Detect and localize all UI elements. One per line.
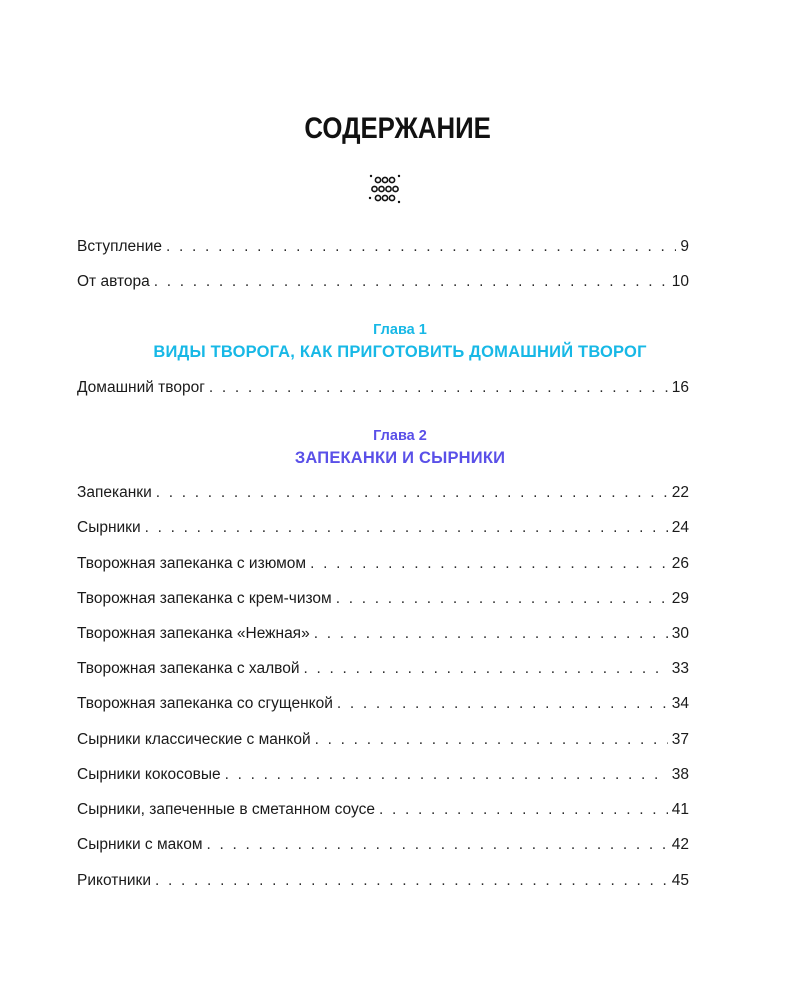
dot-leader xyxy=(145,517,668,539)
toc-entry[interactable] xyxy=(77,870,689,892)
chapter-heading-1[interactable] xyxy=(0,320,800,364)
toc-entry-page: 34 xyxy=(671,695,689,712)
toc-entry-page: 22 xyxy=(671,484,689,501)
toc-entry-title: Сырники, запеченные в сметанном соусе xyxy=(77,801,375,818)
toc-entry[interactable] xyxy=(77,729,689,751)
toc-entry-page: 33 xyxy=(671,660,689,677)
toc-entry-title: Домашний творог xyxy=(77,379,205,396)
dot-leader xyxy=(166,236,676,258)
toc-entry-page: 26 xyxy=(671,555,689,572)
dot-leader xyxy=(379,799,668,821)
toc-entry-page: 24 xyxy=(671,519,689,536)
toc-entry-page: 10 xyxy=(671,273,689,290)
toc-entry-page: 30 xyxy=(671,625,689,642)
toc-entry-page: 29 xyxy=(671,590,689,607)
toc-entry-title: Сырники с маком xyxy=(77,836,203,853)
toc-entry-page: 45 xyxy=(671,872,689,889)
toc-entry-title: Сырники классические с манкой xyxy=(77,731,311,748)
dot-leader xyxy=(315,729,668,751)
toc-entry-title: Вступление xyxy=(77,238,163,255)
dot-leader xyxy=(225,764,668,786)
toc-entry[interactable] xyxy=(77,553,689,575)
toc-entry-page: 37 xyxy=(671,731,689,748)
dot-leader xyxy=(304,658,668,680)
toc-entry[interactable] xyxy=(77,588,689,610)
toc-entry-intro[interactable] xyxy=(77,236,689,258)
chapter-label: Глава 2 xyxy=(373,428,427,444)
toc-entry[interactable] xyxy=(77,517,689,539)
dot-leader xyxy=(337,693,668,715)
dot-leader xyxy=(206,834,667,856)
toc-entry-title: Сырники кокосовые xyxy=(77,766,221,783)
toc-entry-page: 42 xyxy=(671,836,689,853)
toc-entry[interactable] xyxy=(77,764,689,786)
dot-leader xyxy=(314,623,668,645)
chapter-heading-2[interactable] xyxy=(0,426,800,470)
chapter-name: ЗАПЕКАНКИ И СЫРНИКИ xyxy=(294,449,506,467)
dot-leader xyxy=(209,377,668,399)
toc-entry-page: 41 xyxy=(671,801,689,818)
toc-entry-title: Запеканки xyxy=(77,484,152,501)
page-title: СОДЕРЖАНИЕ xyxy=(304,112,491,145)
toc-entry-title: Творожная запеканка с изюмом xyxy=(77,555,307,572)
dot-leader xyxy=(156,482,668,504)
dots-ornament-icon xyxy=(364,168,404,210)
toc-entry[interactable] xyxy=(77,799,689,821)
toc-entry[interactable] xyxy=(77,623,689,645)
toc-entry-title: От автора xyxy=(77,273,150,290)
dot-leader xyxy=(155,870,668,892)
toc-entry-title: Творожная запеканка со сгущенкой xyxy=(77,695,333,712)
toc-entry-from-author[interactable] xyxy=(77,271,689,293)
toc-entry-title: Рикотники xyxy=(77,872,151,889)
chapter-name: ВИДЫ ТВОРОГА, КАК ПРИГОТОВИТЬ ДОМАШНИЙ ТВОРОГ xyxy=(153,343,647,361)
toc-entry[interactable] xyxy=(77,693,689,715)
toc-entry-home-tvorog[interactable] xyxy=(77,377,689,399)
toc-entry[interactable] xyxy=(77,482,689,504)
toc-entry-title: Творожная запеканка «Нежная» xyxy=(77,625,310,642)
chapter-label: Глава 1 xyxy=(373,322,427,338)
toc-entry-title: Творожная запеканка с крем-чизом xyxy=(77,590,332,607)
dot-leader xyxy=(336,588,668,610)
toc-entry-page: 9 xyxy=(680,238,689,255)
toc-entry-page: 16 xyxy=(671,379,689,396)
toc-entry-title: Сырники xyxy=(77,519,141,536)
toc-entry-title: Творожная запеканка с халвой xyxy=(77,660,300,677)
toc-entry-page: 38 xyxy=(671,766,689,783)
toc-entry[interactable] xyxy=(77,658,689,680)
dot-leader xyxy=(310,553,668,575)
dot-leader xyxy=(154,271,668,293)
toc-entry[interactable] xyxy=(77,834,689,856)
